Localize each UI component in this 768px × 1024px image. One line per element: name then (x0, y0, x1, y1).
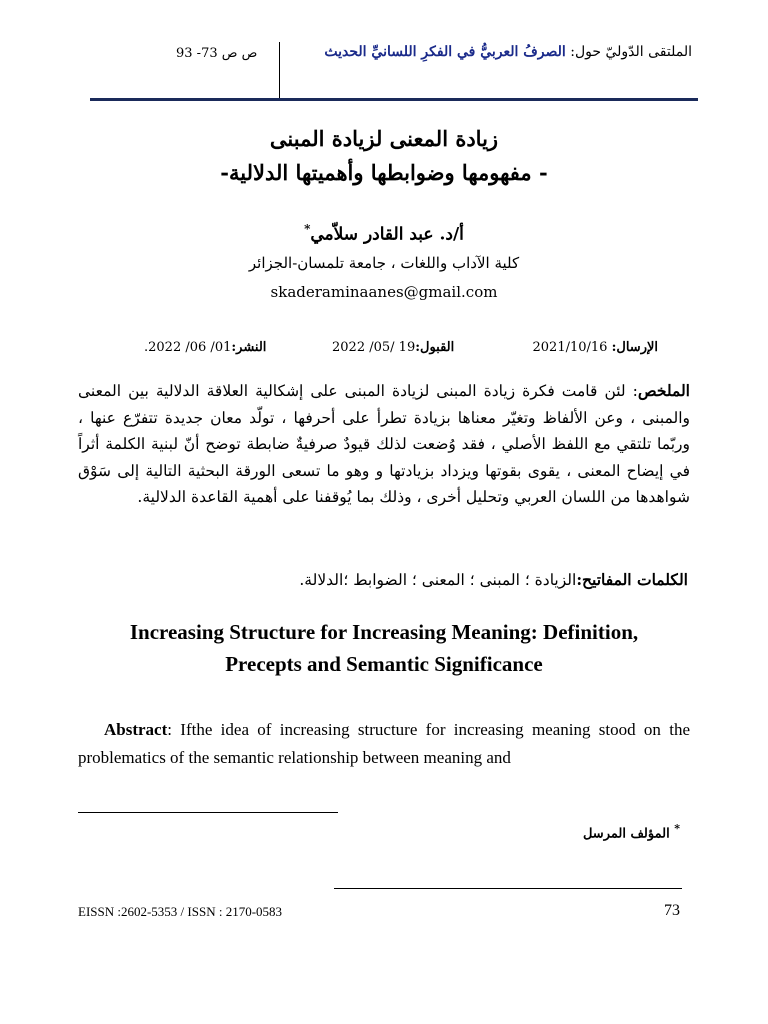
date-sent-value: 2021/10/16 (532, 340, 608, 355)
article-subtitle: - مفهومها وضوابطها وأهميتها الدلالية- (220, 160, 548, 185)
arabic-keywords-text: الزيادة ؛ المبنى ؛ المعنى ؛ الضوابط ؛الدلالة. (299, 571, 577, 589)
footnote-text: المؤلف المرسل (582, 826, 670, 842)
arabic-abstract-text: : لئن قامت فكرة زيادة المبنى لزيادة المبنى على إشكالية العلاقة الدلالية بين المعنى والمبنى ، وعن الألفاظ وتغيّر معناها بزيادة تطرأ على أحرفها ، تولّد معان جديدة تتفرّع عنها ، وربّما تلتقي مع اللفظ الأصلي ، فقد وُضعت لذلك قيودٌ صرفيةٌ ضابطة توضح أنّ لبنية الكلمة أثراً في إيضاح المعنى ، يقوى بقوتها ويزداد بزيادتها و وهو ما تسعى الورقة البحثية التالية إلى سَوْق شواهدها من اللسان العربي وتحليل أخرى ، وذلك بما يُوقفنا على أهمية القاعدة الدلالية. (78, 382, 690, 506)
footnote-rule (78, 812, 338, 813)
date-accepted (332, 340, 454, 355)
arabic-keywords-label: الكلمات المفاتيح: (576, 570, 688, 589)
date-sent-label: الإرسال: (611, 340, 658, 355)
arabic-abstract-label: الملخص (637, 381, 690, 400)
header-rule (90, 98, 698, 101)
page-range: ص ص 73- 93 (176, 46, 258, 61)
english-abstract-text: : Ifthe idea of increasing structure for increasing meaning stood on the problematics of the semantic relationship between meaning and (78, 720, 690, 767)
arabic-keywords (299, 570, 688, 589)
author-name-text: أ/د. عبد القادر سلاّمي (310, 224, 464, 245)
date-published (144, 340, 266, 355)
date-sent (533, 340, 658, 355)
footer-rule (334, 888, 682, 889)
author-email[interactable]: skaderaminaanes@gmail.com (270, 283, 498, 301)
english-title-line2: Precepts and Semantic Significance (225, 652, 543, 676)
date-accepted-value: 19 /05/ 2022 (332, 340, 416, 355)
arabic-abstract (78, 378, 690, 511)
page-number: 73 (664, 902, 680, 919)
footer-issn: EISSN :2602-5353 / ISSN : 2170-0583 (78, 904, 283, 919)
author-name (0, 222, 768, 245)
conference-title: الصرفُ العربيُّ في الفكرِ اللسانيِّ الحديث (324, 44, 566, 60)
date-accepted-label: القبول: (415, 340, 455, 355)
author-affiliation: كلية الآداب واللغات ، جامعة تلمسان-الجزائر (248, 254, 520, 272)
footnote (583, 822, 680, 841)
running-header (324, 44, 692, 60)
english-title-line1: Increasing Structure for Increasing Meaning: Definition, (129, 620, 639, 644)
header-divider (279, 42, 280, 98)
conference-prefix: الملتقى الدّوليّ حول: (570, 44, 692, 60)
date-published-value: 01/ 06/ 2022. (144, 340, 232, 355)
article-title: زيادة المعنى لزيادة المبنى (269, 126, 499, 151)
english-abstract-label: Abstract (104, 720, 168, 739)
author-marker: * (304, 222, 311, 236)
footnote-marker: * (674, 822, 680, 835)
date-published-label: النشر: (231, 340, 267, 355)
english-abstract (78, 716, 690, 772)
